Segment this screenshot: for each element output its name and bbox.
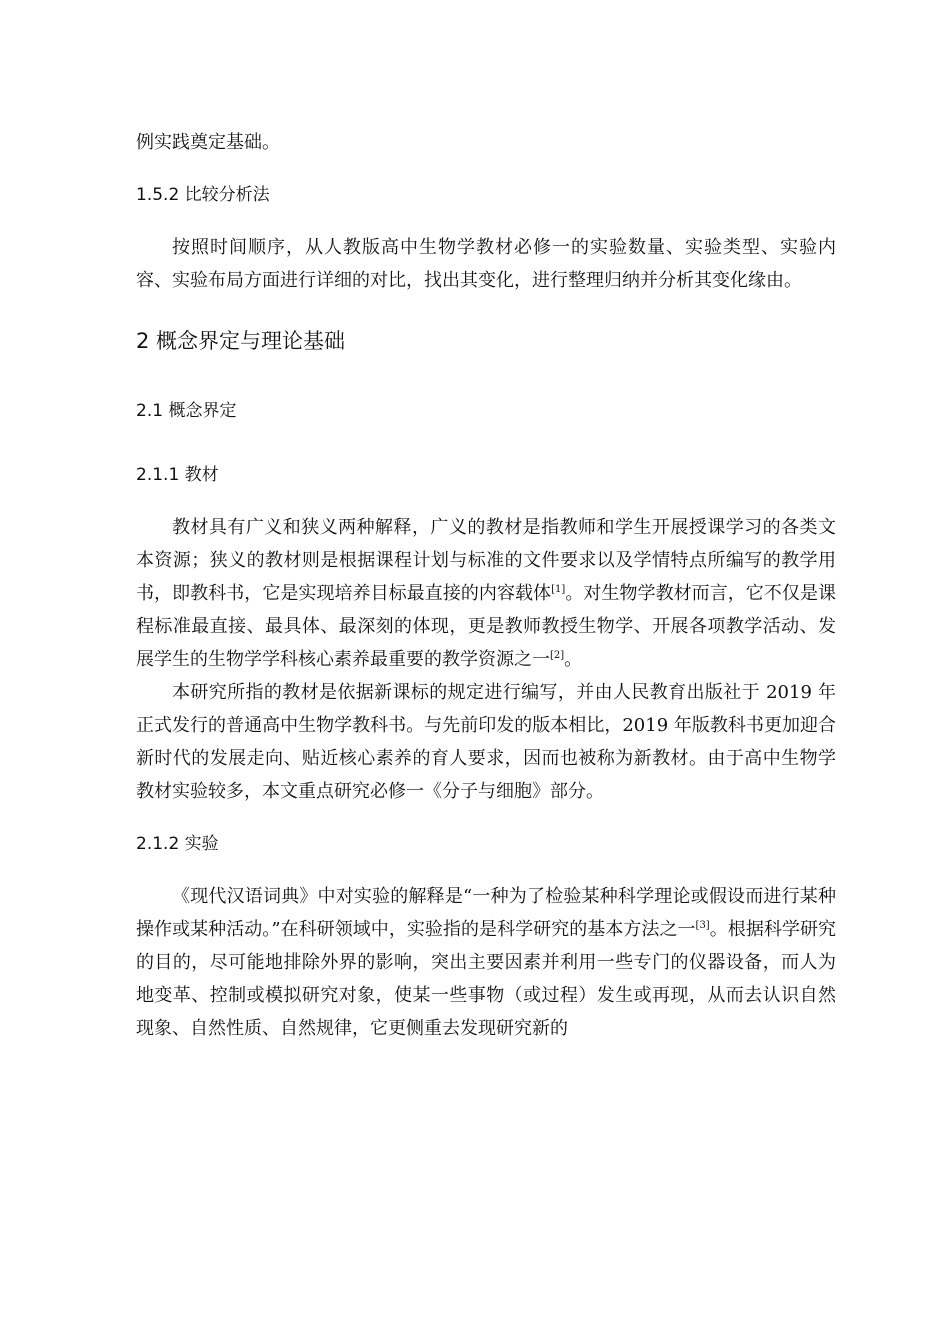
paragraph-textbook-scope: 本研究所指的教材是依据新课标的规定进行编写，并由人民教育出版社于 2019 年正式发行的普通高中生物学教科书。与先前印发的版本相比，2019 年版教科书更加迎合新时代的发展走向、贴近核心素养的育人要求，因而也被称为新教材。由于高中生物学教材实验较多，本文重点研究必修一《分子与细胞》部分。 — [136, 682, 836, 802]
page-content — [136, 126, 836, 1045]
text-run: 《现代汉语词典》中对实验的解释是“一种为了检验某种科学理论或假设而进行某种操作或某种活动。”在科研领域中，实验指的是科学研究的基本方法之一 — [136, 886, 836, 940]
heading-2-1: 2.1 概念界定 — [136, 401, 237, 421]
paragraph-comparison-method: 按照时间顺序，从人教版高中生物学教材必修一的实验数量、实验类型、实验内容、实验布局方面进行详细的对比，找出其变化，进行整理归纳并分析其变化缘由。 — [136, 237, 836, 291]
citation-ref-1: [1] — [551, 584, 566, 595]
text-run: 。 — [564, 649, 583, 670]
paragraph-experiment-definition — [136, 880, 836, 1045]
paragraph-textbook-definition — [136, 511, 836, 676]
text-run: 教材具有广义和狭义两种解释，广义的教材是指教师和学生开展授课学习的各类文本资源；狭义的教材则是根据课程计划与标准的文件要求以及学情特点所编写的教学用书，即教科书，它是实现培养目标最直接的内容载体 — [136, 517, 836, 604]
text-run: 。根据科学研究的目的，尽可能地排除外界的影响，突出主要因素并利用一些专门的仪器设备，而人为地变革、控制或模拟研究对象，使某一些事物（或过程）发生或再现，从而去认识自然现象、自然性质、自然规律，它更侧重去发现研究新的 — [136, 919, 837, 1039]
heading-2-1-1: 2.1.1 教材 — [136, 465, 219, 485]
chapter-2-heading: 2 概念界定与理论基础 — [136, 329, 346, 353]
citation-ref-3: [3] — [695, 920, 710, 931]
text-run: 。对生物学教材而言，它不仅是课程标准最直接、最具体、最深刻的体现，更是教师教授生物学、开展各项教学活动、发展学生的生物学学科核心素养最重要的教学资源之一 — [136, 583, 837, 670]
citation-ref-2: [2] — [550, 650, 565, 661]
continuation-paragraph: 例实践奠定基础。 — [136, 132, 280, 153]
heading-1-5-2: 1.5.2 比较分析法 — [136, 185, 270, 205]
heading-2-1-2: 2.1.2 实验 — [136, 834, 219, 854]
